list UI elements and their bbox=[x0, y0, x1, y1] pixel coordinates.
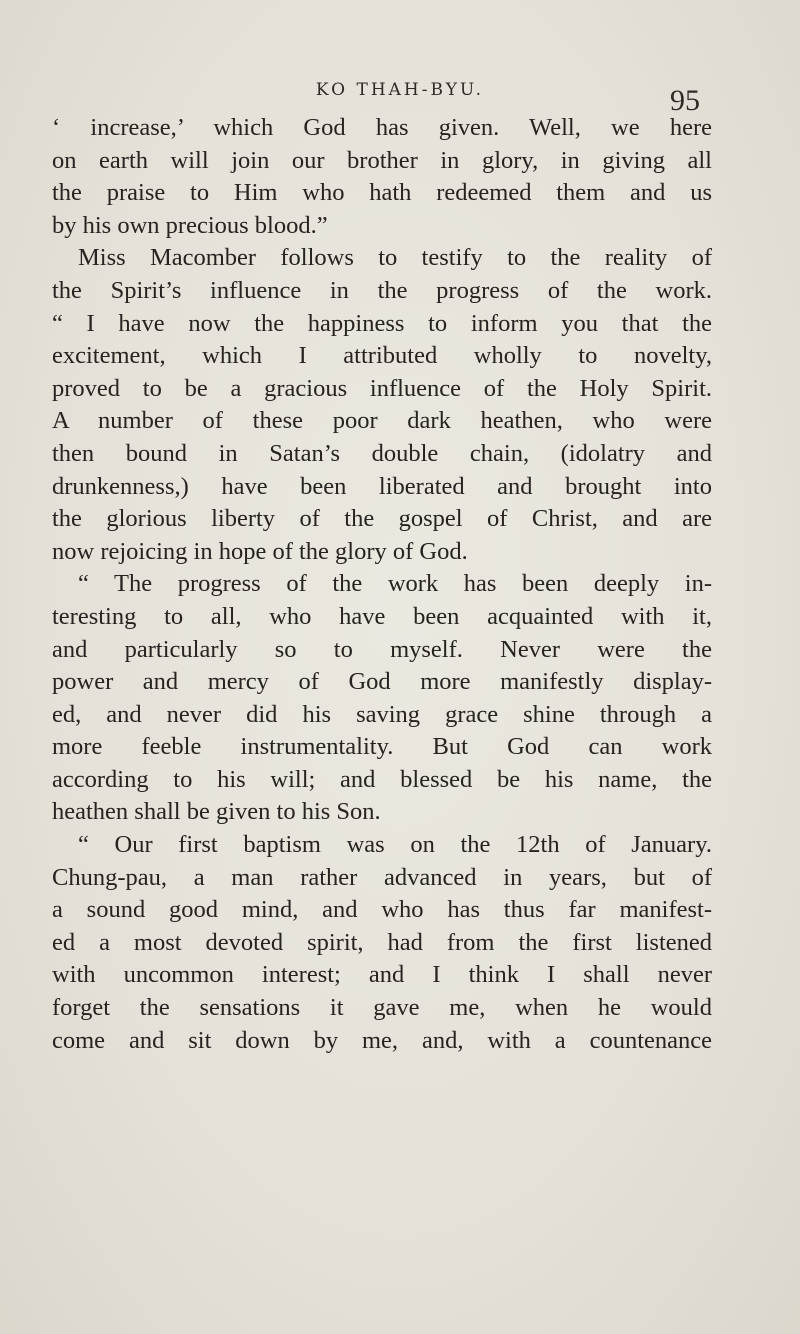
text-line: heathen shall be given to his Son. bbox=[52, 798, 381, 826]
text-line: drunkenness,) have been liberated and brought into bbox=[52, 472, 712, 500]
running-title: KO THAH-BYU. bbox=[315, 80, 485, 100]
text-line: on earth will join our brother in glory, in giving all bbox=[52, 146, 712, 174]
text-line: power and mercy of God more manifestly display- bbox=[52, 668, 712, 696]
text-line: “ The progress of the work has been deeply in- bbox=[78, 570, 712, 598]
text-line: A number of these poor dark heathen, who were bbox=[52, 407, 712, 435]
text-line: ed, and never did his saving grace shine through a bbox=[52, 700, 712, 728]
text-line: ‘ increase,’ which God has given. Well, we here bbox=[52, 114, 712, 141]
text-line: Miss Macomber follows to testify to the reality of bbox=[78, 244, 712, 272]
text-line: now rejoicing in hope of the glory of God. bbox=[52, 537, 468, 565]
text-line: ed a most devoted spirit, had from the first listened bbox=[52, 928, 712, 956]
body-text bbox=[52, 112, 712, 1057]
text-line: a sound good mind, and who has thus far manifest- bbox=[52, 896, 712, 924]
text-line: the Spirit’s influence in the progress of the work. bbox=[52, 276, 712, 304]
text-line: Chung-pau, a man rather advanced in years, but of bbox=[52, 863, 712, 891]
text-line: the glorious liberty of the gospel of Christ, and are bbox=[52, 505, 712, 533]
text-line: more feeble instrumentality. But God can work bbox=[52, 733, 712, 761]
text-line: and particularly so to myself. Never were the bbox=[52, 635, 712, 663]
text-line: forget the sensations it gave me, when he would bbox=[52, 994, 712, 1022]
text-line: “ Our first baptism was on the 12th of January. bbox=[78, 831, 712, 859]
text-line: proved to be a gracious influence of the Holy Spirit. bbox=[52, 374, 712, 402]
text-line: excitement, which I attributed wholly to novelty, bbox=[52, 342, 712, 370]
page-number: 95 bbox=[670, 84, 700, 117]
text-line: “ I have now the happiness to inform you that the bbox=[52, 309, 712, 337]
text-line: come and sit down by me, and, with a countenance bbox=[52, 1026, 712, 1054]
text-line: by his own precious blood.” bbox=[52, 211, 328, 239]
text-line: with uncommon interest; and I think I shall never bbox=[52, 961, 712, 989]
text-line: then bound in Satan’s double chain, (idolatry and bbox=[52, 439, 712, 467]
text-line: teresting to all, who have been acquainted with it, bbox=[52, 602, 712, 630]
text-line: according to his will; and blessed be his name, the bbox=[52, 765, 712, 793]
text-line: the praise to Him who hath redeemed them and us bbox=[52, 179, 712, 207]
